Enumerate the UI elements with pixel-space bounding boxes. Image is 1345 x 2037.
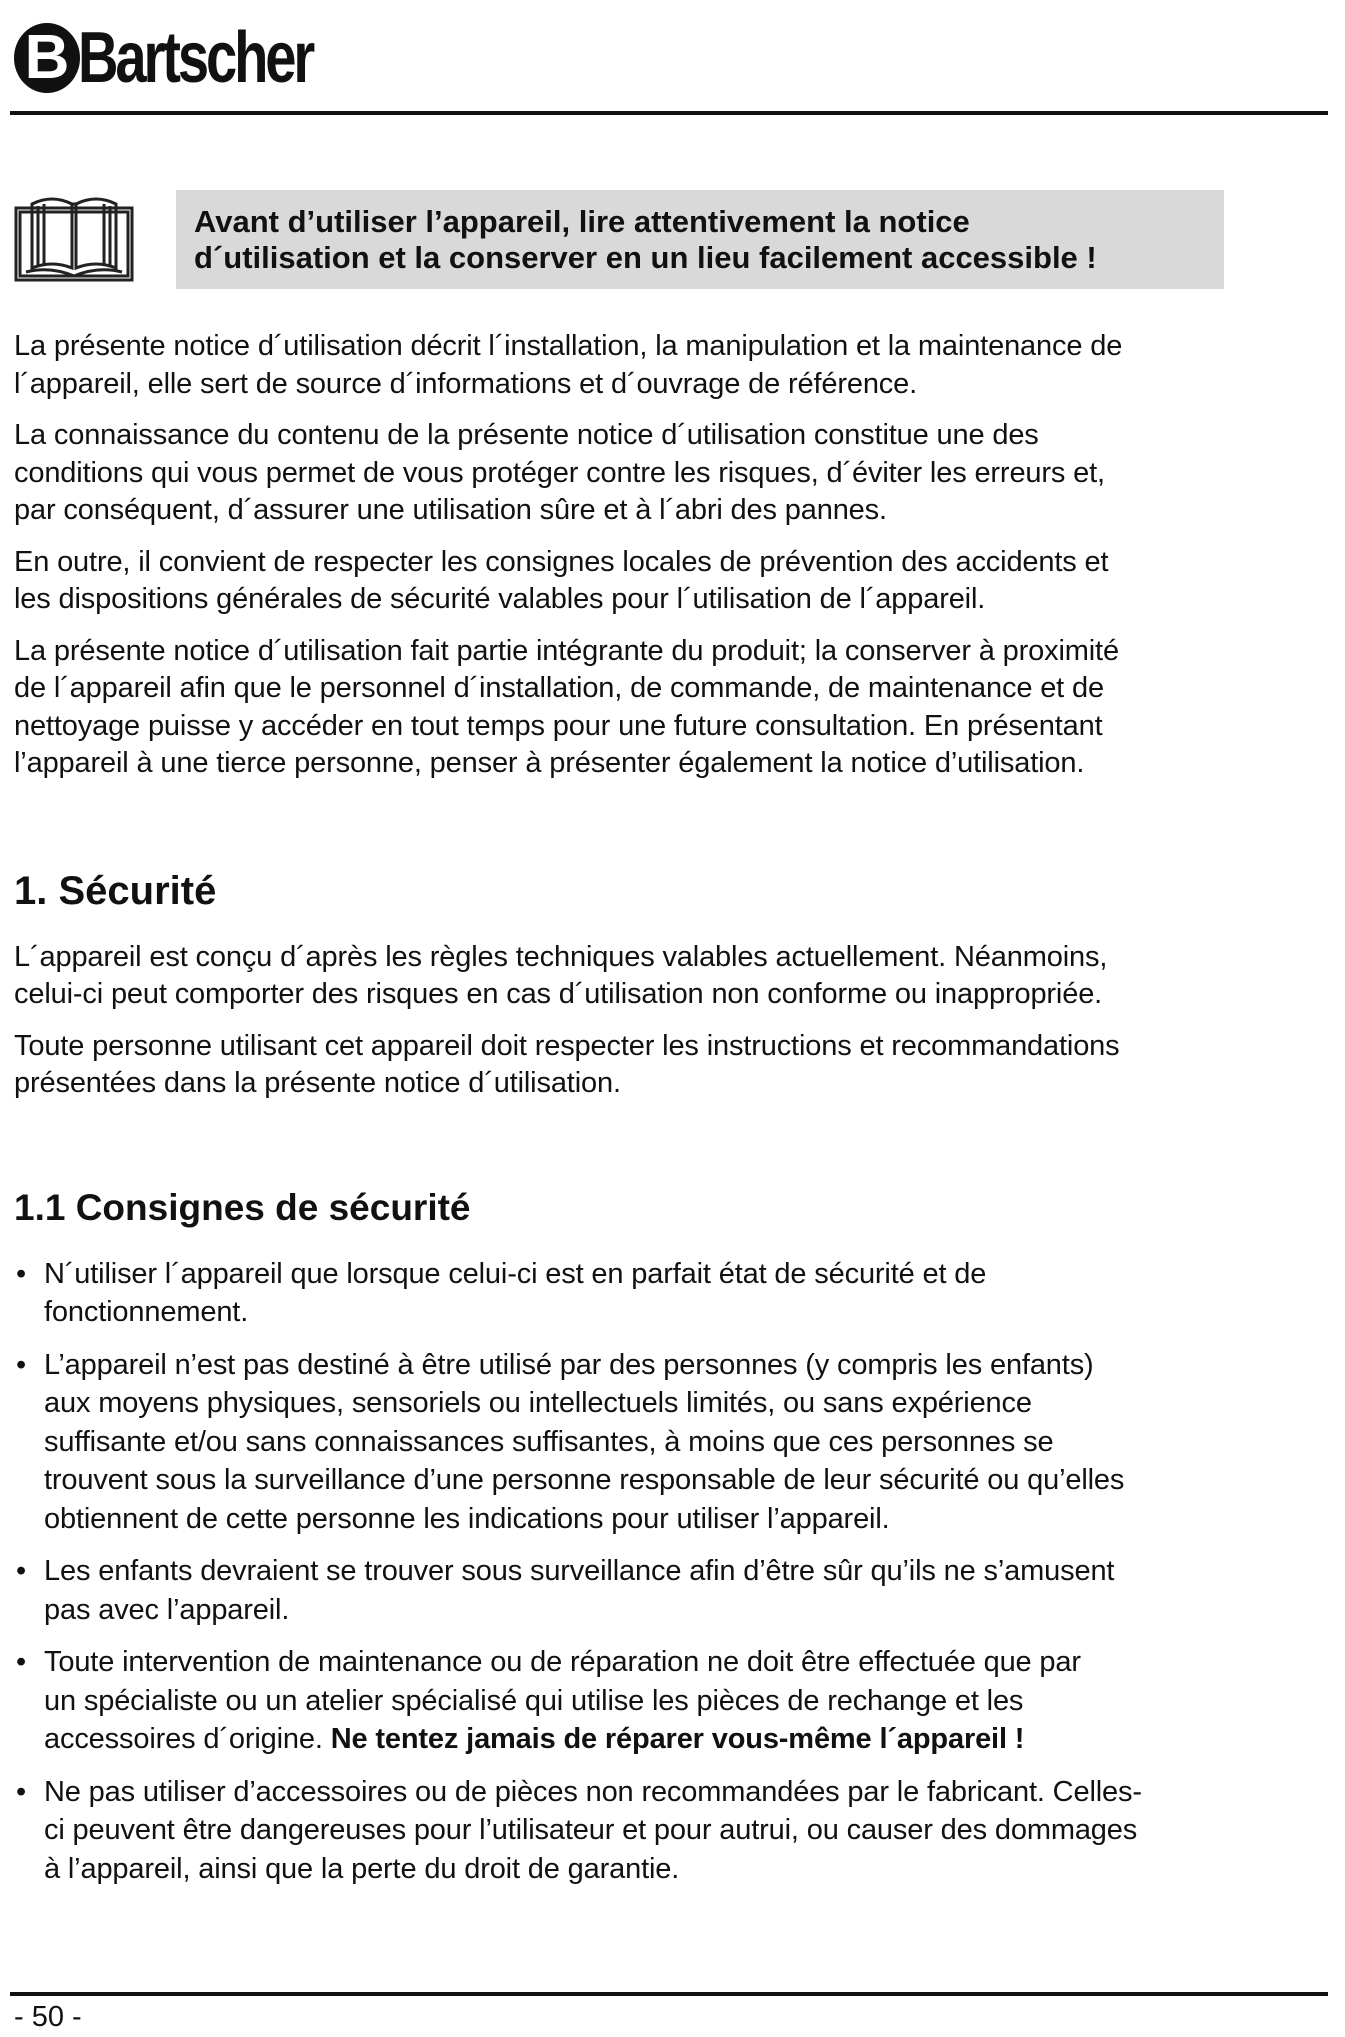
intro-paragraph: La présente notice d´utilisation fait partie intégrante du produit; la conserver à proximité de l´appareil afin que le personnel d´installation, de commande, de maintenance et de nettoyage puisse y accéder en tout temps pour une future consultation. En présentant l’appareil à une tierce personne, penser à présenter également la notice d’utilisation.	[14, 634, 1119, 779]
page-number: - 50 -	[14, 2001, 82, 2033]
book-icon	[14, 190, 134, 282]
bullet-marker: •	[16, 1646, 27, 1678]
notice-line-2: d´utilisation et la conserver en un lieu facilement accessible !	[194, 240, 1097, 275]
list-item-text: Ne pas utiliser d’accessoires ou de pièces non recommandées par le fabricant. Celles- ci peuvent être dangereuses pour l’utilisateur et pour autrui, ou causer des dommages à l’appareil, ainsi que la perte du droit de garantie.	[44, 1775, 1142, 1885]
list-item-text: Les enfants devraient se trouver sous surveillance afin d’être sûr qu’ils ne s’amusent pas avec l’appareil.	[44, 1555, 1115, 1626]
section-title-consignes: 1.1 Consignes de sécurité	[14, 1186, 471, 1228]
intro-paragraph: En outre, il convient de respecter les consignes locales de prévention des accidents et les dispositions générales de sécurité valables pour l´utilisation de l´appareil.	[14, 545, 1109, 615]
list-item	[14, 1346, 1332, 1539]
list-item-text: L’appareil n’est pas destiné à être utilisé par des personnes (y compris les enfants) aux moyens physiques, sensoriels ou intellectuels limités, ou sans expérience suffisante et/ou sans connaissances suffisantes, à moins que ces personnes se trouvent sous la surveillance d’une personne responsable de leur sécurité ou qu’elles obtiennent de cette personne les indications pour utiliser l’appareil.	[44, 1348, 1125, 1535]
logo-b-mark: B	[14, 23, 80, 93]
notice-box	[176, 190, 1224, 289]
main-content	[14, 328, 1332, 1902]
section-paragraph: L´appareil est conçu d´après les règles techniques valables actuellement. Néanmoins, celui-ci peut comporter des risques en cas d´utilisation non conforme ou inappropriée.	[14, 940, 1108, 1010]
safety-bullet-list	[14, 1255, 1332, 1889]
intro-paragraph: La présente notice d´utilisation décrit l´installation, la manipulation et la maintenance de l´appareil, elle sert de source d´informations et d´ouvrage de référence.	[14, 330, 1123, 400]
bullet-marker: •	[16, 1555, 27, 1587]
bullet-marker: •	[16, 1348, 27, 1381]
list-item-warning: Ne tentez jamais de réparer vous-même l´appareil !	[330, 1723, 1025, 1755]
section-title-securite: 1. Sécurité	[14, 868, 217, 913]
bullet-marker: •	[16, 1775, 27, 1808]
brand-logo	[14, 8, 378, 108]
footer-rule	[10, 1992, 1328, 1996]
list-item-text: Toute intervention de maintenance ou de réparation ne doit être effectuée que par un spécialiste ou un atelier spécialisé qui utilise les pièces de rechange et les accessoires d´origine.	[44, 1646, 1081, 1755]
list-item	[14, 1643, 1332, 1759]
intro-paragraph: La connaissance du contenu de la présente notice d´utilisation constitue une des conditions qui vous permet de vous protéger contre les risques, d´éviter les erreurs et, par conséquent, d´assurer une utilisation sûre et à l´abri des pannes.	[14, 419, 1105, 526]
list-item-text: N´utiliser l´appareil que lorsque celui-ci est en parfait état de sécurité et de fonctionnement.	[44, 1257, 987, 1328]
logo-wordmark: Bartscher	[78, 18, 313, 98]
bullet-marker: •	[16, 1257, 27, 1290]
list-item	[14, 1773, 1332, 1889]
list-item	[14, 1255, 1332, 1332]
header-rule	[10, 111, 1328, 115]
section-paragraph: Toute personne utilisant cet appareil doit respecter les instructions et recommandations présentées dans la présente notice d´utilisation.	[14, 1029, 1120, 1099]
list-item	[14, 1552, 1332, 1629]
notice-line-1: Avant d’utiliser l’appareil, lire attentivement la notice	[194, 204, 970, 239]
